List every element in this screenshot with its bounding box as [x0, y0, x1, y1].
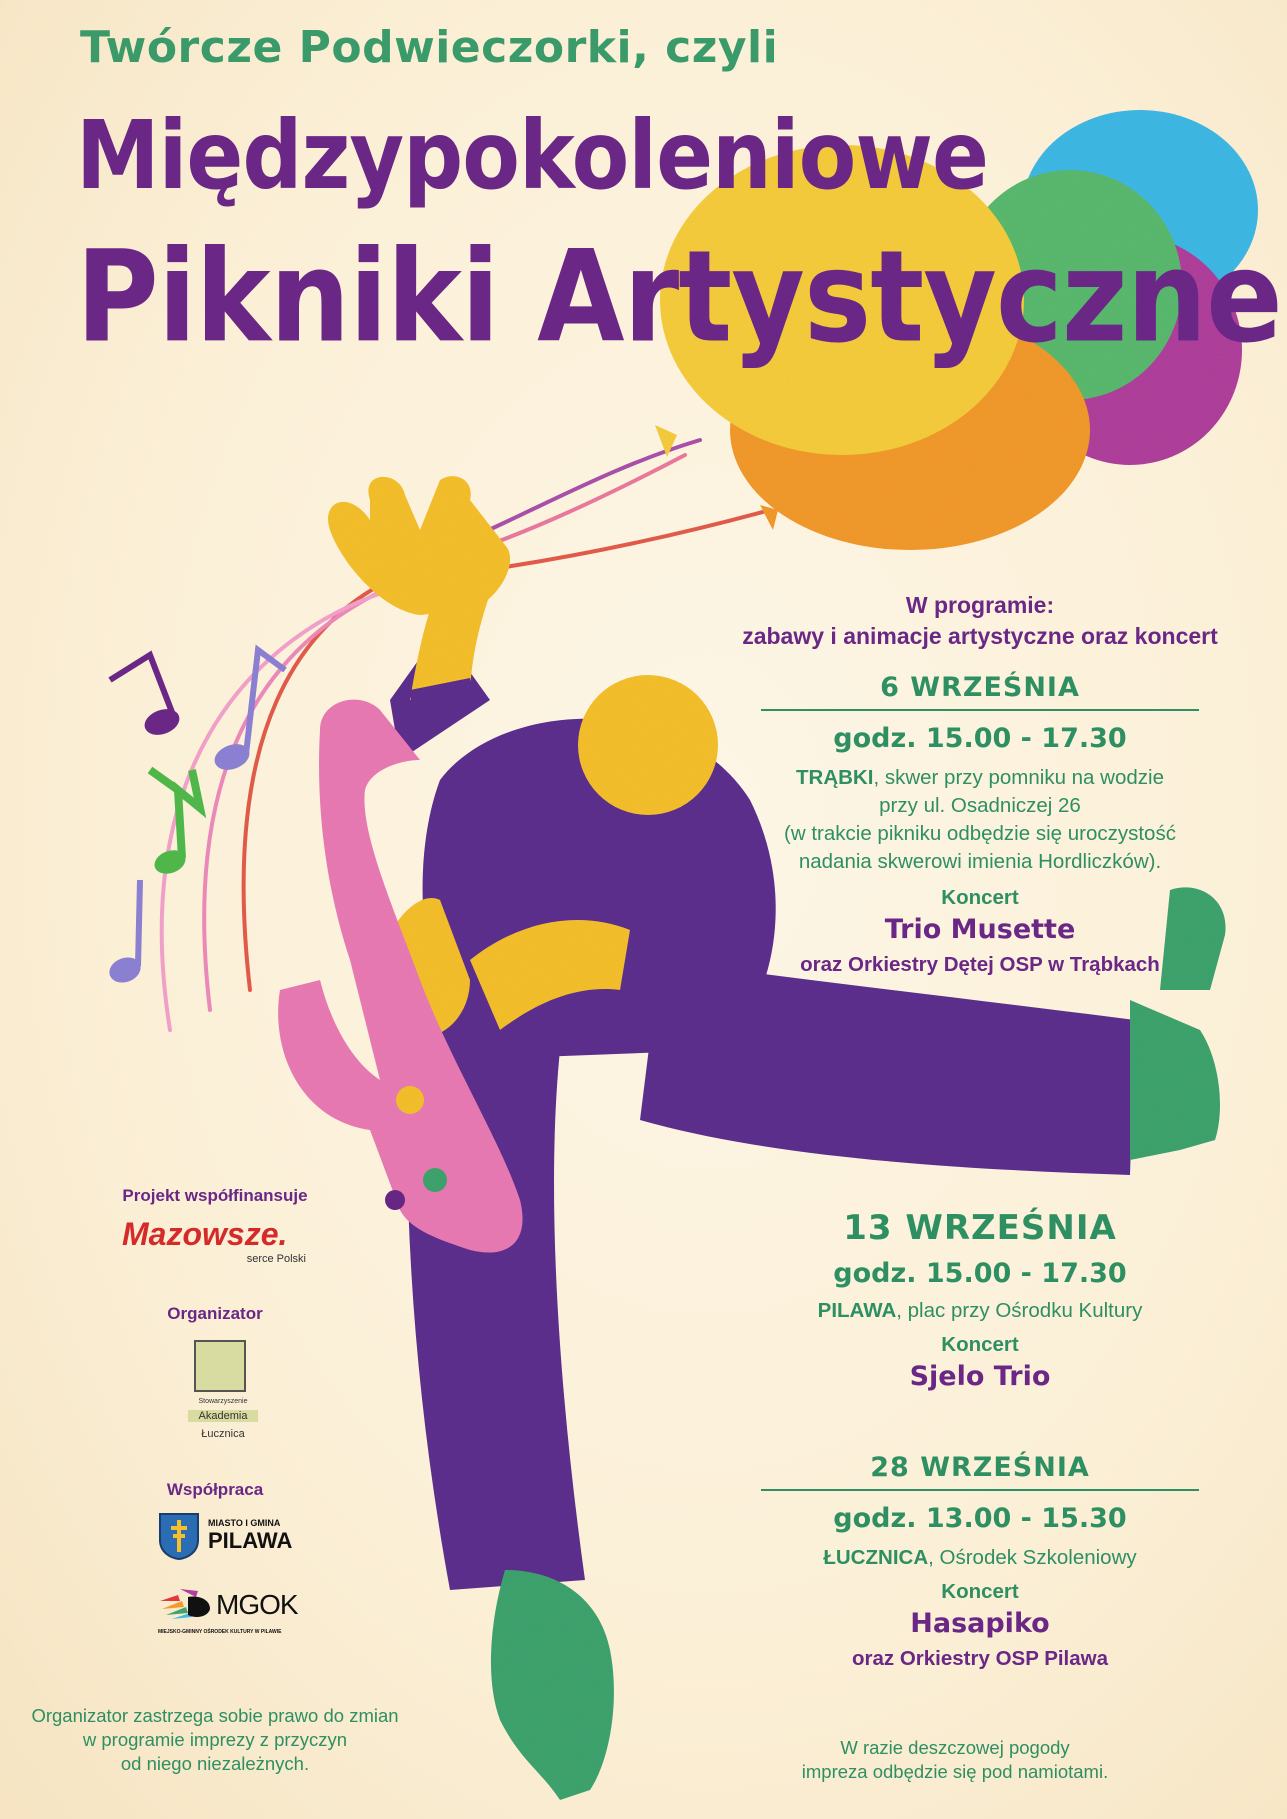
- coat-of-arms-icon: [158, 1512, 200, 1560]
- pilawa-small: MIASTO I GMINA: [208, 1518, 281, 1528]
- akademia-line1: Stowarzyszenie: [198, 1398, 248, 1405]
- event-place: [690, 764, 1270, 792]
- event-place: [690, 1297, 1270, 1325]
- akademia-logo: [188, 1340, 258, 1448]
- event-place: [690, 1544, 1270, 1572]
- concert-label: Koncert: [941, 1580, 1019, 1603]
- disclaimer: [30, 1704, 400, 1776]
- band-name: Trio Musette: [884, 914, 1076, 945]
- place-detail: , Ośrodek Szkoleniowy: [928, 1546, 1137, 1569]
- shoe: [491, 1570, 614, 1800]
- disclaimer-line-1: Organizator zastrzega sobie prawo do zmian: [31, 1705, 399, 1726]
- pilawa-big: PILAWA: [208, 1528, 293, 1553]
- band-extra: oraz Orkiestry Dętej OSP w Trąbkach: [800, 953, 1160, 976]
- title-line-1: Międzypokoleniowe: [76, 100, 988, 211]
- event-1: [690, 672, 1270, 977]
- event-time: godz. 13.00 - 15.30: [833, 1503, 1127, 1534]
- rain-note-line-1: W razie deszczowej pogody: [840, 1737, 1070, 1758]
- event-2: [690, 1208, 1270, 1392]
- organizer-label: Organizator: [167, 1304, 263, 1323]
- rain-note: [770, 1736, 1140, 1784]
- event-3: [690, 1452, 1270, 1671]
- cofinance-label: Projekt współfinansuje: [122, 1186, 308, 1205]
- place-address: przy ul. Osadniczej 26: [879, 794, 1081, 817]
- place-detail: , skwer przy pomniku na wodzie: [873, 766, 1164, 789]
- place-detail: , plac przy Ośrodku Kultury: [896, 1299, 1143, 1322]
- program-block: [690, 590, 1270, 652]
- akademia-line2: Akademia: [188, 1410, 258, 1422]
- band-name: Sjelo Trio: [909, 1361, 1051, 1392]
- mazowsze-logo: [122, 1216, 332, 1265]
- title-line-2: Pikniki Artystyczne: [76, 223, 1282, 371]
- mazowsze-wordmark: Mazowsze.: [122, 1216, 288, 1252]
- place-name: PILAWA: [817, 1299, 897, 1322]
- rain-note-line-2: impreza odbędzie się pod namiotami.: [801, 1761, 1109, 1782]
- place-note-2: nadania skwerowi imienia Hordliczków).: [798, 850, 1162, 873]
- disclaimer-line-3: od niego niezależnych.: [120, 1753, 310, 1774]
- concert-label: Koncert: [941, 1333, 1019, 1356]
- event-date: 13 WRZEŚNIA: [843, 1208, 1117, 1248]
- mgok-logo: [158, 1585, 308, 1643]
- event-date: 28 WRZEŚNIA: [870, 1452, 1090, 1483]
- program-subheading: zabawy i animacje artystyczne oraz koncert: [742, 623, 1218, 649]
- subtitle-line: Twórcze Podwieczorki, czyli: [80, 22, 779, 73]
- mazowsze-tagline: serce Polski: [246, 1253, 306, 1265]
- disclaimer-line-2: w programie imprezy z przyczyn: [82, 1729, 348, 1750]
- mgok-full-name: MIEJSKO-GMINNY OŚRODEK KULTURY W PILAWIE: [158, 1629, 282, 1635]
- concert-label: Koncert: [941, 886, 1019, 909]
- event-time: godz. 15.00 - 17.30: [833, 723, 1127, 754]
- hand-logo-icon: [158, 1587, 218, 1621]
- event-time: godz. 15.00 - 17.30: [833, 1258, 1127, 1289]
- place-name: TRĄBKI: [796, 766, 874, 789]
- mgok-wordmark: MGOK: [216, 1589, 298, 1620]
- divider: [761, 709, 1199, 711]
- place-note-1: (w trakcie pikniku odbędzie się uroczystość: [784, 822, 1176, 845]
- band-extra: oraz Orkiestry OSP Pilawa: [852, 1647, 1108, 1670]
- cooperation-label: Współpraca: [166, 1480, 264, 1499]
- event-date: 6 WRZEŚNIA: [880, 672, 1080, 703]
- akademia-line3: Łucznica: [201, 1428, 245, 1440]
- akademia-emblem: [194, 1340, 246, 1392]
- pilawa-logo: [158, 1512, 318, 1562]
- place-name: ŁUCZNICA: [823, 1546, 929, 1569]
- program-heading: W programie:: [905, 592, 1055, 618]
- band-name: Hasapiko: [910, 1608, 1050, 1639]
- divider: [761, 1489, 1199, 1491]
